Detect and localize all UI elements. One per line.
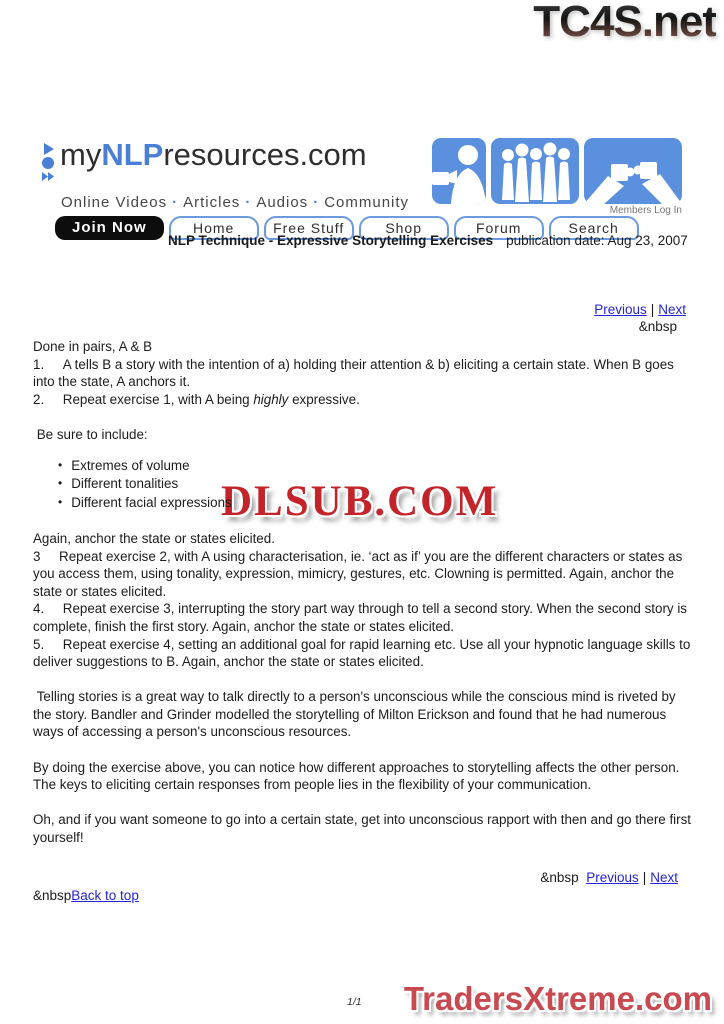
step-2-text-end: expressive. xyxy=(288,391,360,407)
paragraph-telling: Telling stories is a great way to talk directly to a person's unconscious while the conscious mind is riveted by the story. Bandler and Grinder modelled the storytelling of Milton Erickson and found that he had numerous ways of accessing a person's unconscious resources. xyxy=(33,689,676,740)
nbsp-literal: &nbsp xyxy=(638,319,677,334)
video-presenter-icon[interactable] xyxy=(432,138,486,204)
paragraph-step-4: 4. Repeat exercise 3, interrupting the story part way through to tell a second story. When the second story is complete, finish the first story. Again, anchor the state or states elicited. xyxy=(33,601,687,634)
logo-tagline xyxy=(61,194,409,211)
list-item: • Different tonalities xyxy=(58,475,692,494)
previous-link[interactable]: Previous xyxy=(586,870,639,885)
tagline-separator-icon: · xyxy=(313,194,320,211)
logo-suffix: resources.com xyxy=(163,137,367,172)
nbsp-literal: &nbsp xyxy=(33,888,72,903)
watermark-dlsub: DLSUB.COM xyxy=(221,478,499,525)
paragraph-again: Again, anchor the state or states elicited. xyxy=(33,530,275,546)
page-number: 1/1 xyxy=(347,996,362,1008)
tagline-item: Online Videos xyxy=(61,194,168,211)
pager-bottom xyxy=(540,870,678,885)
paragraph-doing: By doing the exercise above, you can notice how different approaches to storytelling affects the other person. The keys to eliciting certain responses from people lies in the flexibility of your communication. xyxy=(33,759,680,793)
members-login-link[interactable]: Members Log In xyxy=(609,205,682,216)
tab-free-stuff[interactable]: Free Stuff xyxy=(264,216,354,240)
logo-accent: NLP xyxy=(101,137,164,172)
paragraph-step-1: 1. A tells B a story with the intention of a) holding their attention & b) eliciting a certain state. When B goes into the state, A anchors it. xyxy=(33,356,674,390)
logo-text xyxy=(60,138,367,172)
include-heading: Be sure to include: xyxy=(33,426,148,442)
article-body xyxy=(33,338,692,847)
tagline-separator-icon: · xyxy=(245,194,252,211)
back-to-top-row xyxy=(33,888,139,903)
back-to-top-link[interactable]: Back to top xyxy=(71,888,139,903)
list-item: • Extremes of volume xyxy=(58,457,692,476)
tab-shop[interactable]: Shop xyxy=(359,216,449,240)
include-list xyxy=(33,457,692,513)
previous-link[interactable]: Previous xyxy=(594,302,647,317)
paragraph-step-3: 3 Repeat exercise 2, with A using characterisation, ie. ‘act as if’ you are the different characters or states as you access them, using tonality, expression, mimicry, gestures, etc. Clowning is permitted. Again, anchor the state or states elicited. xyxy=(33,548,683,599)
people-group-icon[interactable] xyxy=(491,138,579,204)
tab-home[interactable]: Home xyxy=(169,216,259,240)
site-header xyxy=(40,138,682,216)
next-link[interactable]: Next xyxy=(658,302,686,317)
nbsp-literal: &nbsp xyxy=(540,870,579,885)
pager-separator: | xyxy=(642,870,647,885)
list-item: • Different facial expressions xyxy=(58,494,692,513)
tagline-item: Articles xyxy=(183,194,241,211)
step-2-text: 2. Repeat exercise 1, with A being xyxy=(33,391,254,407)
watermark-tradersxtreme: TradersXtreme.com xyxy=(403,980,712,1017)
paragraph-step-2 xyxy=(33,391,692,409)
site-logo[interactable] xyxy=(40,138,409,211)
paragraph-intro: Done in pairs, A & B xyxy=(33,339,153,354)
puzzle-hands-icon[interactable] xyxy=(584,138,682,204)
header-thumbnails xyxy=(432,138,682,216)
tagline-separator-icon: · xyxy=(172,194,179,211)
media-play-icon xyxy=(40,143,57,190)
next-link[interactable]: Next xyxy=(650,870,678,885)
step-2-emphasis: highly xyxy=(253,391,289,407)
logo-prefix: my xyxy=(60,137,102,172)
paragraph-step-5: 5. Repeat exercise 4, setting an additional goal for rapid learning etc. Use all your hypnotic language skills to deliver suggestions to B. Again, anchor the state or states elicited. xyxy=(33,636,691,670)
watermark-tc4s: TC4S.net xyxy=(533,0,716,46)
pager-separator: | xyxy=(650,302,655,317)
tagline-item: Community xyxy=(324,194,410,211)
paragraph-oh: Oh, and if you want someone to go into a certain state, get into unconscious rapport with then and go there first yourself! xyxy=(33,812,692,846)
tagline-item: Audios xyxy=(256,194,309,211)
publication-date: publication date: Aug 23, 2007 xyxy=(506,233,688,248)
article-title-row xyxy=(168,233,688,248)
tab-forum[interactable]: Forum xyxy=(454,216,544,240)
tab-search[interactable]: Search xyxy=(549,216,639,240)
pager-top xyxy=(594,302,686,317)
page-title: NLP Technique - Expressive Storytelling Exercises xyxy=(168,233,494,248)
join-now-button[interactable]: Join Now xyxy=(55,216,164,240)
